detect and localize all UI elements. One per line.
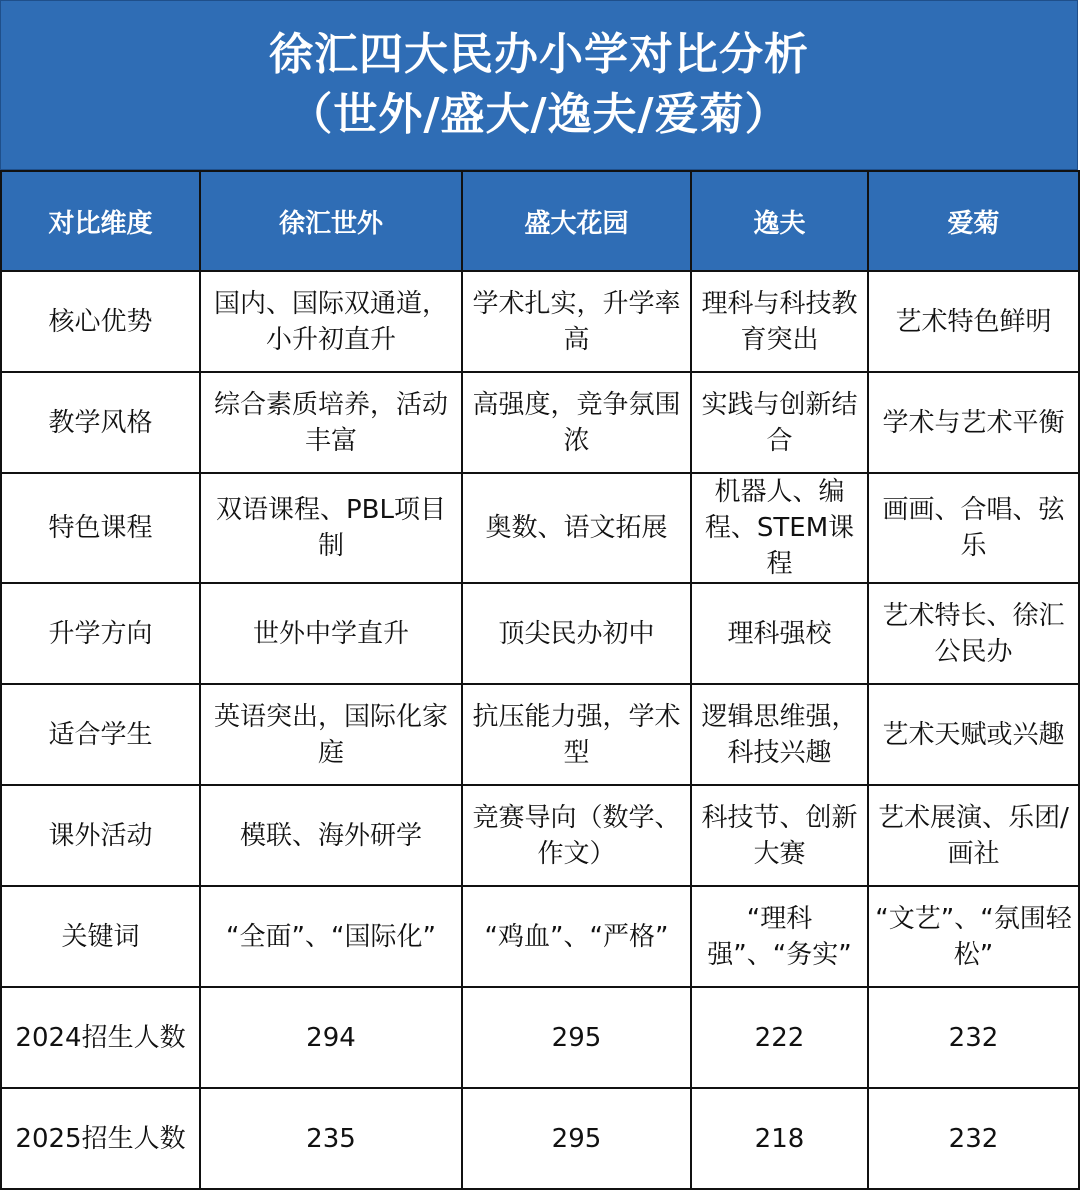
table-cell: 艺术特色鲜明: [868, 271, 1079, 372]
table-cell: “理科强”、“务实”: [691, 886, 868, 987]
row-label: 核心优势: [1, 271, 200, 372]
table-row: [1, 886, 1079, 987]
table-cell: “文艺”、“氛围轻松”: [868, 886, 1079, 987]
table-row: [1, 583, 1079, 684]
table-cell: 235: [200, 1088, 462, 1189]
table-cell: 综合素质培养，活动丰富: [200, 372, 462, 473]
table-row: [1, 785, 1079, 886]
table-cell: 艺术特长、徐汇公民办: [868, 583, 1079, 684]
header-shengda-huayuan: 盛大花园: [462, 171, 691, 271]
table-cell: 222: [691, 987, 868, 1088]
row-label: 2024招生人数: [1, 987, 200, 1088]
table-row: [1, 372, 1079, 473]
table-cell: 实践与创新结合: [691, 372, 868, 473]
row-label: 教学风格: [1, 372, 200, 473]
header-aiju: 爱菊: [868, 171, 1079, 271]
row-label: 2025招生人数: [1, 1088, 200, 1189]
row-label: 关键词: [1, 886, 200, 987]
table-cell: 模联、海外研学: [200, 785, 462, 886]
table-row: [1, 473, 1079, 583]
row-label: 升学方向: [1, 583, 200, 684]
table-row: [1, 1088, 1079, 1189]
table-cell: 艺术天赋或兴趣: [868, 684, 1079, 785]
table-row: [1, 271, 1079, 372]
table-cell: 英语突出，国际化家庭: [200, 684, 462, 785]
table-cell: 顶尖民办初中: [462, 583, 691, 684]
row-label: 课外活动: [1, 785, 200, 886]
header-yifu: 逸夫: [691, 171, 868, 271]
row-label: 特色课程: [1, 473, 200, 583]
table-cell: 国内、国际双通道，小升初直升: [200, 271, 462, 372]
table-cell: 机器人、编程、STEM课程: [691, 473, 868, 583]
table-cell: “鸡血”、“严格”: [462, 886, 691, 987]
table-cell: 竞赛导向（数学、作文）: [462, 785, 691, 886]
table-cell: 画画、合唱、弦乐: [868, 473, 1079, 583]
table-cell: 232: [868, 1088, 1079, 1189]
table-cell: 295: [462, 987, 691, 1088]
table-cell: 双语课程、PBL项目制: [200, 473, 462, 583]
page-subtitle: （世外/盛大/逸夫/爱菊）: [288, 89, 790, 140]
table-cell: 学术与艺术平衡: [868, 372, 1079, 473]
header-dimension: 对比维度: [1, 171, 200, 271]
header-xuhui-shiwai: 徐汇世外: [200, 171, 462, 271]
page-title: 徐汇四大民办小学对比分析: [269, 29, 809, 80]
table-header-row: [1, 171, 1079, 271]
table-cell: 295: [462, 1088, 691, 1189]
table-cell: 世外中学直升: [200, 583, 462, 684]
comparison-table: [0, 170, 1080, 1190]
table-cell: 奥数、语文拓展: [462, 473, 691, 583]
table-cell: 218: [691, 1088, 868, 1189]
title-banner: [0, 0, 1078, 170]
table-cell: “全面”、“国际化”: [200, 886, 462, 987]
table-row: [1, 987, 1079, 1088]
table-cell: 高强度，竞争氛围浓: [462, 372, 691, 473]
table-cell: 科技节、创新大赛: [691, 785, 868, 886]
table-cell: 艺术展演、乐团/画社: [868, 785, 1079, 886]
table-cell: 理科与科技教育突出: [691, 271, 868, 372]
table-cell: 学术扎实，升学率高: [462, 271, 691, 372]
table-cell: 232: [868, 987, 1079, 1088]
row-label: 适合学生: [1, 684, 200, 785]
table-cell: 抗压能力强，学术型: [462, 684, 691, 785]
table-cell: 理科强校: [691, 583, 868, 684]
table-cell: 逻辑思维强，科技兴趣: [691, 684, 868, 785]
table-cell: 294: [200, 987, 462, 1088]
table-row: [1, 684, 1079, 785]
